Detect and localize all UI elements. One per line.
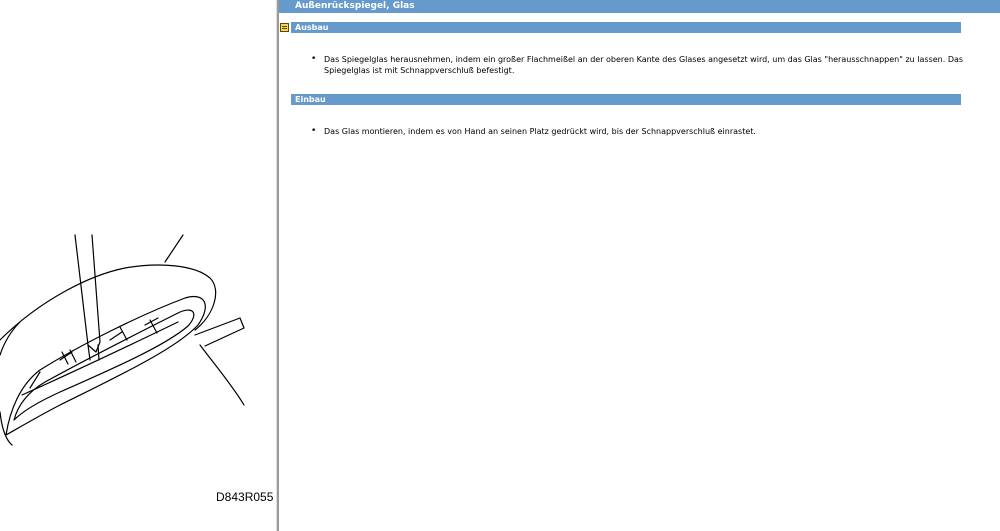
book-icon[interactable] xyxy=(280,23,289,32)
list-item xyxy=(311,54,971,76)
illustration-pane xyxy=(0,0,276,531)
bullet: • xyxy=(311,54,317,64)
content-pane xyxy=(279,0,1000,531)
list-item xyxy=(311,126,971,137)
mirror-glass-removal-illustration xyxy=(0,0,276,531)
figure-code: D843R055 xyxy=(216,490,274,504)
section-heading-ausbau: Ausbau xyxy=(291,22,961,33)
step-text: Das Spiegelglas herausnehmen, indem ein großer Flachmeißel an der oberen Kante des Glases angesetzt wird, um das Glas "herausschnappen" zu lassen. Das Spiegelglas ist mit Schnappverschluß befestigt. xyxy=(324,55,964,75)
page-title: Außenrückspiegel, Glas xyxy=(279,0,1000,13)
bullet: • xyxy=(311,126,317,136)
section-heading-einbau: Einbau xyxy=(291,94,961,105)
step-text: Das Glas montieren, indem es von Hand an seinen Platz gedrückt wird, bis der Schnappverschluß einrastet. xyxy=(324,127,756,136)
